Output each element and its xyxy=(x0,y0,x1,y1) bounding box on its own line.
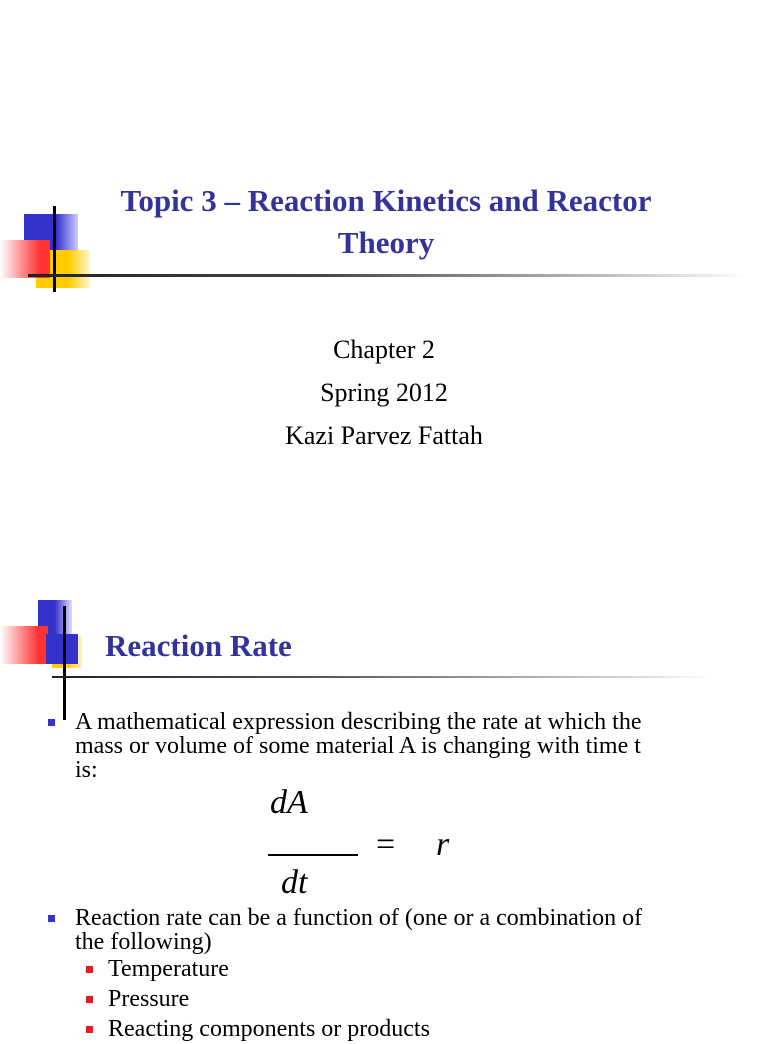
slide-title-line1: Topic 3 – Reaction Kinetics and Reactor xyxy=(120,183,652,218)
bullet-marker-icon xyxy=(48,915,55,922)
sub-bullet-text: Reacting components or products xyxy=(108,1016,430,1042)
sub-bullet-item xyxy=(48,984,698,1014)
equation-rhs: r xyxy=(436,826,450,863)
sub-bullet-text: Temperature xyxy=(108,956,229,982)
subtitle-author: Kazi Parvez Fattah xyxy=(285,421,483,450)
bullet-item xyxy=(48,906,698,954)
sub-bullet-marker-icon xyxy=(86,996,93,1003)
decor-vertical-line xyxy=(63,606,66,720)
title-underline xyxy=(28,274,748,277)
decor-blue-small-square xyxy=(46,634,78,664)
bullet-text-line: is: xyxy=(75,757,98,783)
slide-title xyxy=(80,180,692,264)
slide-title: Reaction Rate xyxy=(105,628,292,663)
equation-equals: = xyxy=(376,826,396,863)
fraction-bar xyxy=(268,854,358,856)
bullet-text-line: the following) xyxy=(75,929,212,955)
bullet-marker-icon xyxy=(48,719,55,726)
title-slide xyxy=(0,0,768,512)
slide-title-line2: Theory xyxy=(337,225,435,260)
subtitle-term: Spring 2012 xyxy=(320,378,448,407)
decor-red-square xyxy=(0,240,50,278)
equation-numerator: dA xyxy=(270,784,308,821)
equation-denominator: dt xyxy=(281,864,308,901)
bullet-text-line: A mathematical expression describing the rate at which the xyxy=(75,709,642,735)
bullet-list xyxy=(48,710,698,1044)
sub-bullet-text: Pressure xyxy=(108,986,190,1012)
slide-subtitle xyxy=(0,328,768,457)
sub-bullet-item xyxy=(48,1014,698,1044)
sub-bullet-marker-icon xyxy=(86,1026,93,1033)
sub-bullet-item xyxy=(48,954,698,984)
decor-vertical-line xyxy=(53,206,56,292)
decor-red-square xyxy=(0,626,48,664)
rate-equation xyxy=(48,782,698,922)
bullet-text-line: mass or volume of some material A is changing with time t xyxy=(75,733,641,759)
bullet-item xyxy=(48,710,698,782)
content-slide xyxy=(0,576,768,1042)
subtitle-chapter: Chapter 2 xyxy=(333,335,435,364)
bullet-text-line: Reaction rate can be a function of (one or a combination of xyxy=(75,905,643,931)
title-underline xyxy=(52,676,712,678)
sub-bullet-marker-icon xyxy=(86,966,93,973)
